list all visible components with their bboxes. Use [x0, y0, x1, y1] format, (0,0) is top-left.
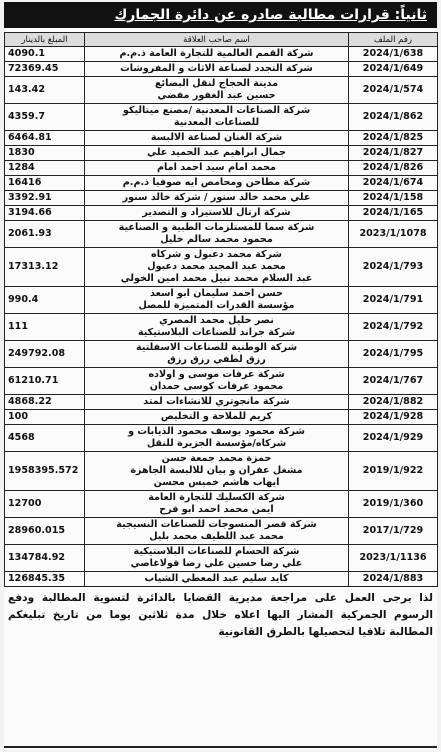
claims-table	[4, 32, 438, 587]
file-number-cell: 2024/1/862	[349, 104, 438, 131]
file-number-cell: 2023/1/1136	[349, 545, 438, 572]
file-number-cell: 2019/1/922	[349, 452, 438, 491]
owner-name-cell	[85, 104, 349, 131]
amount-cell: 12700	[5, 491, 85, 518]
table-row	[5, 62, 438, 77]
owner-name-line: شركة سما للمستلزمات الطبية و الصناعية	[118, 222, 315, 233]
amount-cell: 3194.66	[5, 206, 85, 221]
file-number-cell: 2024/1/883	[349, 572, 438, 587]
amount-cell: 111	[5, 314, 85, 341]
amount-cell: 72369.45	[5, 62, 85, 77]
owner-name-line: محمد امام سيد احمد امام	[157, 162, 276, 173]
file-number-cell: 2024/1/649	[349, 62, 438, 77]
owner-name-line: شركة الغنان لصناعة الالبسة	[150, 132, 283, 143]
table-row	[5, 191, 438, 206]
file-number-cell: 2024/1/929	[349, 425, 438, 452]
owner-name-line: عبد السلام محمد نبيل محمد امين الخولي	[120, 273, 313, 284]
owner-name-cell	[85, 410, 349, 425]
owner-name-cell	[85, 287, 349, 314]
owner-name-line: علي محمد خالد سنور / شركة خالد سنور	[122, 192, 311, 203]
table-row	[5, 77, 438, 104]
owner-name-line: شركة محمود يوسف محمود الذيابات و	[128, 426, 305, 437]
footer-notice: لذا يرجى العمل على مراجعة مديرية القضايا بالدائرة لتسوية المطالبة ودفع الرسوم الجمركية المشار اليها اعلاه خلال مدة ثلاثين يوما من تاريخ تبليغكم المطالبة تلافيا لتحصيلها بالطرق القانونية	[8, 592, 433, 638]
file-number-cell: 2024/1/793	[349, 248, 438, 287]
owner-name-cell	[85, 248, 349, 287]
owner-name-cell	[85, 545, 349, 572]
owner-name-line: نصر خليل محمد المصري	[159, 315, 274, 326]
owner-name-cell	[85, 62, 349, 77]
owner-name-line: جمال ابراهيم عبد الحميد علي	[147, 147, 286, 158]
section-title	[4, 2, 437, 28]
owner-name-line: شركة الكسليك للتجارة العامة	[148, 492, 285, 503]
owner-name-line: شركة قصر المنسوجات للصناعات النسيجية	[116, 519, 317, 530]
header-owner-name: اسم صاحب العلاقة	[85, 33, 349, 47]
table-row	[5, 314, 438, 341]
table-row	[5, 104, 438, 131]
owner-name-cell	[85, 221, 349, 248]
notice-sheet	[4, 2, 437, 750]
file-number-cell: 2024/1/574	[349, 77, 438, 104]
owner-name-cell	[85, 341, 349, 368]
file-number-cell: 2024/1/827	[349, 146, 438, 161]
header-file-number: رقم الملف	[349, 33, 438, 47]
amount-cell: 2061.93	[5, 221, 85, 248]
owner-name-line: شركة جراند للصناعات البلاستيكية	[137, 327, 296, 338]
amount-cell: 17313.12	[5, 248, 85, 287]
table-row	[5, 248, 438, 287]
owner-name-line: رزق لطفي رزق رزق	[167, 354, 266, 365]
owner-name-line: شركة القمم العالمية للتجارة العامة ذ.م.م	[119, 48, 314, 59]
owner-name-cell	[85, 161, 349, 176]
owner-name-cell	[85, 572, 349, 587]
owner-name-cell	[85, 518, 349, 545]
bottom-rule	[4, 746, 437, 748]
table-row	[5, 545, 438, 572]
table-row	[5, 425, 438, 452]
amount-cell: 1284	[5, 161, 85, 176]
amount-cell: 990.4	[5, 287, 85, 314]
amount-cell: 126845.35	[5, 572, 85, 587]
file-number-cell: 2024/1/165	[349, 206, 438, 221]
owner-name-cell	[85, 146, 349, 161]
table-row	[5, 395, 438, 410]
owner-name-line: شركة الحسام للصناعات البلاستيكية	[133, 546, 300, 557]
owner-name-line: مشغل عفران و بيان للالبسة الجاهزة	[130, 465, 303, 476]
amount-cell: 1830	[5, 146, 85, 161]
owner-name-cell	[85, 314, 349, 341]
amount-cell: 61210.71	[5, 368, 85, 395]
owner-name-line: شركة عرفات موسى و اولاده	[148, 369, 285, 380]
owner-name-line: شركة الوطنية للصناعات الاسفلتية	[135, 342, 298, 353]
file-number-cell: 2024/1/882	[349, 395, 438, 410]
owner-name-cell	[85, 491, 349, 518]
owner-name-line: حسن احمد سليمان ابو اسعد	[150, 288, 283, 299]
owner-name-cell	[85, 206, 349, 221]
owner-name-line: شركة الصناعات المعدنية /مصنع ميتاليكو	[122, 105, 311, 116]
table-row	[5, 287, 438, 314]
file-number-cell: 2024/1/826	[349, 161, 438, 176]
amount-cell: 249792.08	[5, 341, 85, 368]
table-row	[5, 452, 438, 491]
amount-cell: 4359.7	[5, 104, 85, 131]
table-row	[5, 161, 438, 176]
table-row	[5, 47, 438, 62]
owner-name-cell	[85, 77, 349, 104]
owner-name-line: محمد عبد اللطيف محمد بليل	[149, 531, 284, 542]
table-row	[5, 368, 438, 395]
owner-name-line: شركة مطاحن ومحامص ايه صوفيا ذ.م.م	[122, 177, 311, 188]
table-row	[5, 491, 438, 518]
amount-cell: 4568	[5, 425, 85, 452]
owner-name-line: ايمن محمد احمد ابو فرح	[159, 504, 274, 515]
file-number-cell: 2023/1/1078	[349, 221, 438, 248]
owner-name-line: كريم للملاحة و التخليص	[160, 411, 273, 422]
owner-name-line: شركة ارتال للاستيراد و التصدير	[142, 207, 291, 218]
owner-name-line: حسين عبد الغفور مفضي	[157, 90, 276, 101]
owner-name-line: شركة التجدد لصناعة الاثاث و المفروشات	[120, 63, 313, 74]
table-row	[5, 518, 438, 545]
owner-name-line: ايهاب هاشم خميس محسن	[153, 477, 280, 488]
amount-cell: 4868.22	[5, 395, 85, 410]
table-row	[5, 221, 438, 248]
owner-name-line: علي رضا حسين علي رضا قولاغاصي	[130, 558, 303, 569]
file-number-cell: 2024/1/791	[349, 287, 438, 314]
owner-name-cell	[85, 368, 349, 395]
amount-cell: 143.42	[5, 77, 85, 104]
owner-name-line: مؤسسة القدرات المتميزة للمصل	[138, 300, 295, 311]
table-row	[5, 131, 438, 146]
header-amount: المبلغ بالدينار	[5, 33, 85, 47]
table-body	[5, 47, 438, 587]
file-number-cell: 2017/1/729	[349, 518, 438, 545]
owner-name-line: محمود محمد سالم خليل	[160, 234, 273, 245]
file-number-cell: 2024/1/638	[349, 47, 438, 62]
file-number-cell: 2024/1/674	[349, 176, 438, 191]
owner-name-cell	[85, 47, 349, 62]
file-number-cell: 2019/1/360	[349, 491, 438, 518]
owner-name-line: كايد سليم عبد المعطي الشياب	[144, 573, 289, 584]
amount-cell: 3392.91	[5, 191, 85, 206]
file-number-cell: 2024/1/825	[349, 131, 438, 146]
owner-name-cell	[85, 395, 349, 410]
owner-name-line: للصناعات المعدنية	[173, 117, 260, 128]
owner-name-cell	[85, 176, 349, 191]
table-header-row	[5, 33, 438, 47]
amount-cell: 134784.92	[5, 545, 85, 572]
owner-name-line: شركاه/مؤسسة الجزيرة للنقل	[146, 438, 287, 449]
amount-cell: 6464.81	[5, 131, 85, 146]
owner-name-line: شركة مانجوتري للانشاءات لمتد	[143, 396, 290, 407]
owner-name-line: شركة محمد دعبول و شركاه	[151, 249, 282, 260]
table-row	[5, 206, 438, 221]
amount-cell: 28960.015	[5, 518, 85, 545]
table-row	[5, 146, 438, 161]
amount-cell: 4090.1	[5, 47, 85, 62]
file-number-cell: 2024/1/792	[349, 314, 438, 341]
owner-name-line: مدينة الحجاج لنقل البضائع	[154, 78, 279, 89]
file-number-cell: 2024/1/767	[349, 368, 438, 395]
table-row	[5, 176, 438, 191]
file-number-cell: 2024/1/928	[349, 410, 438, 425]
table-row	[5, 572, 438, 587]
owner-name-cell	[85, 131, 349, 146]
owner-name-cell	[85, 425, 349, 452]
owner-name-line: محمد عبد المجيد محمد دعبول	[147, 261, 286, 272]
owner-name-cell	[85, 191, 349, 206]
file-number-cell: 2024/1/795	[349, 341, 438, 368]
table-row	[5, 410, 438, 425]
owner-name-line: محمود عرفات كوسى حمدان	[149, 381, 284, 392]
section-title-text: ثانياً: قرارات مطالبة صادره عن دائرة الجمارك	[114, 7, 427, 23]
table-row	[5, 341, 438, 368]
amount-cell: 100	[5, 410, 85, 425]
owner-name-line: حمزة محمد جمعة حسن	[161, 453, 272, 464]
file-number-cell: 2024/1/158	[349, 191, 438, 206]
amount-cell: 16416	[5, 176, 85, 191]
amount-cell: 1958395.572	[5, 452, 85, 491]
owner-name-cell	[85, 452, 349, 491]
